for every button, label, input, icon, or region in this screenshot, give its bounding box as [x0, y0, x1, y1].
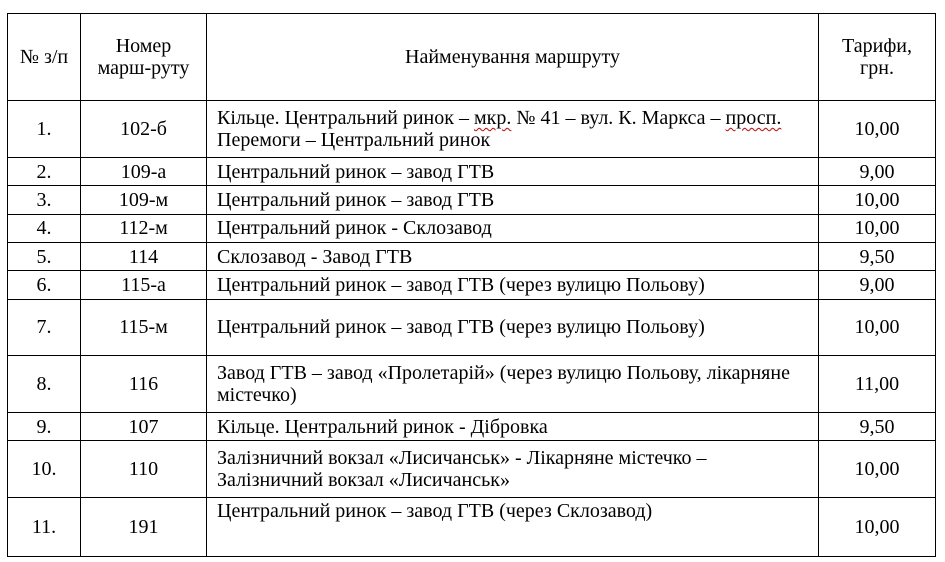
row-route: 112-м [81, 214, 207, 242]
row-num: 5. [8, 242, 81, 270]
row-num: 10. [8, 441, 81, 498]
row-tariff: 10,00 [819, 101, 936, 158]
row-name-text: Перемоги – Центральний ринок [217, 128, 491, 151]
row-tariff: 11,00 [819, 356, 936, 413]
row-route: 115-м [81, 299, 207, 356]
row-tariff: 9,50 [819, 413, 936, 441]
row-num: 9. [8, 413, 81, 441]
table-row [8, 413, 936, 441]
row-name: Центральний ринок – завод ГТВ [207, 186, 819, 214]
row-name: Центральний ринок - Склозавод [207, 214, 819, 242]
row-name: Залізничний вокзал «Лисичанськ» - Лікарняне містечко – Залізничний вокзал «Лисичанськ» [207, 441, 819, 498]
table-row [8, 356, 936, 413]
row-name-text: Кільце. Центральний ринок – [217, 106, 474, 129]
row-tariff: 9,50 [819, 242, 936, 270]
row-num: 3. [8, 186, 81, 214]
row-name: Центральний ринок – завод ГТВ (через вулицю Польову) [207, 299, 819, 356]
row-route: 102-б [81, 101, 207, 158]
row-route: 114 [81, 242, 207, 270]
row-tariff: 9,00 [819, 271, 936, 299]
row-route: 109-м [81, 186, 207, 214]
row-route: 107 [81, 413, 207, 441]
row-name: Склозавод - Завод ГТВ [207, 242, 819, 270]
header-name: Найменування маршруту [207, 14, 819, 101]
row-num: 7. [8, 299, 81, 356]
row-name: Центральний ринок – завод ГТВ (через вулицю Польову) [207, 271, 819, 299]
row-tariff: 10,00 [819, 186, 936, 214]
row-num: 4. [8, 214, 81, 242]
row-tariff: 10,00 [819, 498, 936, 557]
row-num: 6. [8, 271, 81, 299]
row-num: 2. [8, 157, 81, 185]
header-num: № з/п [8, 14, 81, 101]
row-name: Центральний ринок – завод ГТВ [207, 157, 819, 185]
row-name: Центральний ринок – завод ГТВ (через Склозавод) [207, 498, 819, 557]
table-header-row [8, 14, 936, 101]
row-route: 109-а [81, 157, 207, 185]
table-row [8, 498, 936, 557]
row-name-text: № 41 – вул. К. Маркса – [511, 106, 726, 129]
header-route: Номер марш-руту [81, 14, 207, 101]
row-tariff: 10,00 [819, 441, 936, 498]
spellcheck-mark: мкр. [473, 106, 512, 129]
row-num: 1. [8, 101, 81, 158]
row-num: 11. [8, 498, 81, 557]
table-row [8, 101, 936, 158]
row-route: 115-а [81, 271, 207, 299]
row-route: 116 [81, 356, 207, 413]
row-name: Завод ГТВ – завод «Пролетарій» (через вулицю Польову, лікарняне містечко) [207, 356, 819, 413]
table-row [8, 441, 936, 498]
row-num: 8. [8, 356, 81, 413]
table-row [8, 214, 936, 242]
row-tariff: 10,00 [819, 214, 936, 242]
routes-table [7, 13, 936, 557]
table-row [8, 299, 936, 356]
row-route: 191 [81, 498, 207, 557]
row-tariff: 10,00 [819, 299, 936, 356]
row-name: Кільце. Центральний ринок - Дібровка [207, 413, 819, 441]
header-tariff: Тарифи, грн. [819, 14, 936, 101]
row-tariff: 9,00 [819, 157, 936, 185]
row-name [207, 101, 819, 158]
row-route: 110 [81, 441, 207, 498]
table-row [8, 157, 936, 185]
table-row [8, 242, 936, 270]
spellcheck-mark: просп. [725, 106, 782, 129]
table-row [8, 271, 936, 299]
table-row [8, 186, 936, 214]
